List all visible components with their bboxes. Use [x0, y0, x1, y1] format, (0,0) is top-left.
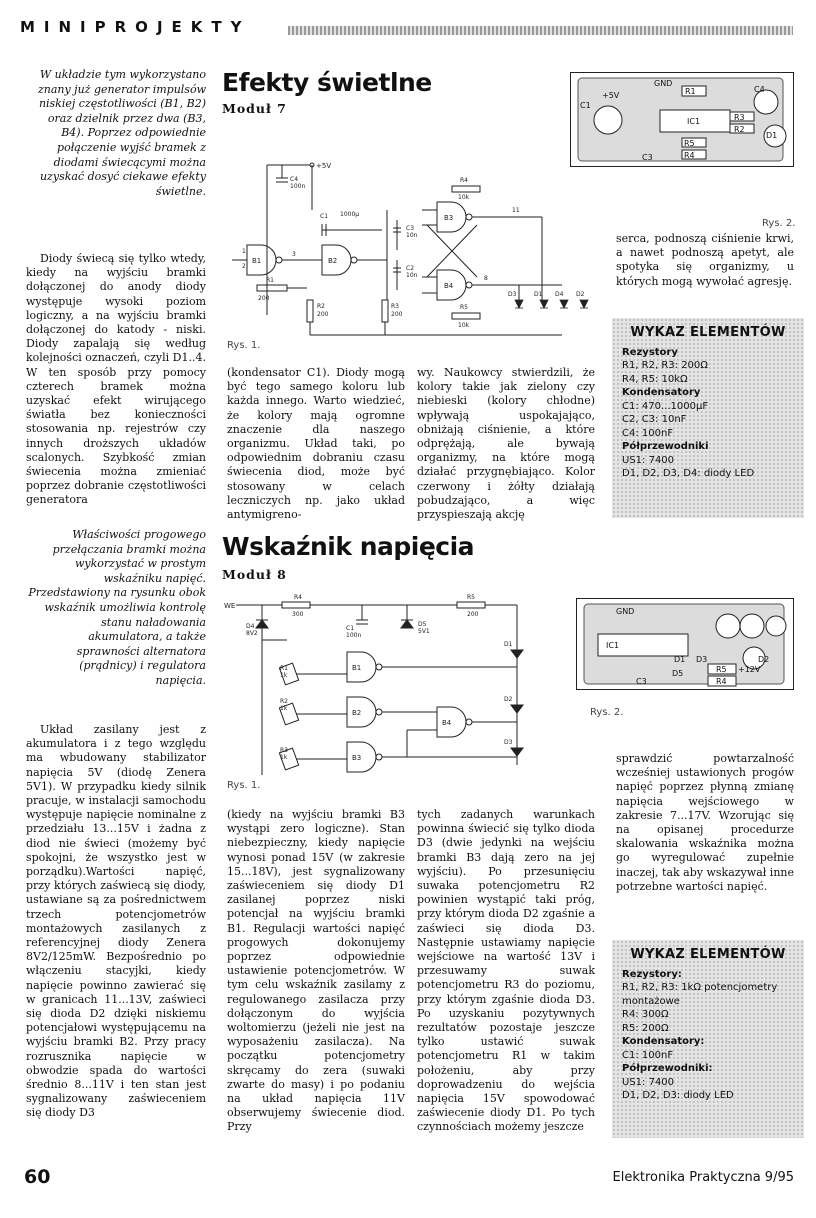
svg-text:C3: C3 — [636, 677, 647, 686]
parts-item: R4, R5: 10kΩ — [622, 373, 688, 385]
svg-text:200: 200 — [391, 311, 403, 318]
svg-text:WE: WE — [224, 602, 236, 610]
svg-text:D3: D3 — [508, 291, 517, 298]
svg-text:B1: B1 — [352, 664, 362, 672]
svg-text:R5: R5 — [460, 304, 468, 311]
article2-col2: (kiedy na wyjściu bramki B3 wystąpi zero logiczne). Stan niebezpieczny, kiedy napięcie wynosi ponad 15V (w zakresie 15...18V), jest sygnalizowany zaświeceniem się diody D1 zasilanej poprzez niski potencjał na wyjściu bramki B1. Regulacji wartości napięć progowych dokonujemy poprzez odpowiednie ustawienie potencjometrów. W tym celu wskaźnik zasilamy z regulowanego zasilacza przy dołączonym do wyjścia woltomierzu (jeżeli nie jest na wyposażeniu zasilacza). Na początku potencjometry skręcamy do zera (suwaki zwarte do masy) i po podaniu na układ napięcia 11V obserwujemy świecenie diod. Przy — [227, 808, 405, 1134]
svg-text:10k: 10k — [458, 322, 470, 329]
article1-intro: W układzie tym wykorzystano znany już generator impulsów niskiej częstotliwości (B1, B2) oraz dzielnik przez dwa (B3, B4). Poprzez odpowiednie połączenie wyjść bramek z diodami świecącymi można uzyskać dosyć ciekawe efekty świetlne. — [37, 68, 206, 198]
article1-fig1-caption: Rys. 1. — [227, 340, 261, 351]
svg-text:C1: C1 — [580, 101, 591, 110]
svg-text:1000μ: 1000μ — [340, 211, 360, 218]
svg-text:R2: R2 — [734, 125, 745, 134]
svg-text:D4: D4 — [246, 623, 255, 630]
parts-item: C1: 470...1000μF — [622, 400, 709, 412]
svg-text:R4: R4 — [294, 594, 302, 601]
svg-text:D5: D5 — [418, 621, 427, 628]
svg-text:5V1: 5V1 — [418, 628, 430, 635]
svg-text:100n: 100n — [346, 632, 362, 639]
svg-text:R1: R1 — [266, 277, 274, 284]
article1-schematic — [222, 150, 602, 345]
svg-text:+5V: +5V — [602, 91, 620, 100]
svg-text:D2: D2 — [758, 655, 770, 664]
svg-text:200: 200 — [467, 611, 479, 618]
svg-text:C3: C3 — [406, 225, 415, 232]
section-header: MINIPROJEKTY — [20, 18, 251, 36]
svg-text:GND: GND — [654, 79, 673, 88]
svg-text:1k: 1k — [280, 705, 288, 712]
parts-item: C4: 100nF — [622, 427, 674, 439]
article2-pcb — [576, 598, 794, 690]
parts-heading: WYKAZ ELEMENTÓW — [630, 325, 786, 340]
svg-text:200: 200 — [317, 311, 329, 318]
svg-text:IC1: IC1 — [687, 117, 701, 126]
svg-text:8V2: 8V2 — [246, 630, 258, 637]
svg-text:100n: 100n — [290, 183, 306, 190]
parts-item: D1, D2, D3, D4: diody LED — [622, 468, 755, 479]
svg-text:1k: 1k — [280, 754, 288, 761]
svg-text:R5: R5 — [684, 139, 695, 148]
svg-text:B2: B2 — [352, 709, 362, 717]
article1-pcb — [570, 72, 794, 167]
parts-heading: WYKAZ ELEMENTÓW — [630, 947, 786, 962]
parts-item: C1: 100nF — [622, 1049, 674, 1061]
parts-item: US1: 7400 — [622, 454, 675, 466]
magazine-name: Elektronika Praktyczna 9/95 — [612, 1170, 794, 1185]
svg-text:B3: B3 — [352, 754, 362, 762]
svg-text:R4: R4 — [716, 677, 727, 686]
svg-text:C4: C4 — [290, 176, 299, 183]
svg-text:10k: 10k — [458, 194, 470, 201]
header-texture-bar — [288, 26, 793, 35]
svg-text:D5: D5 — [672, 669, 684, 678]
svg-text:1: 1 — [242, 248, 246, 255]
article1-col4: serca, podnoszą ciśnienie krwi, a nawet podnoszą apetyt, ale spotyka się organizmy, u których mogą wywołać agresję. — [616, 232, 794, 288]
svg-text:B1: B1 — [252, 257, 262, 265]
svg-text:C2: C2 — [406, 265, 415, 272]
svg-text:D4: D4 — [555, 291, 564, 298]
parts-section-name: Półprzewodniki — [622, 441, 709, 452]
svg-text:R2: R2 — [280, 698, 288, 705]
svg-text:B4: B4 — [444, 282, 454, 290]
svg-text:300: 300 — [292, 611, 304, 618]
article2-parts-list — [612, 940, 804, 1138]
svg-text:D2: D2 — [504, 696, 513, 703]
svg-text:C4: C4 — [754, 85, 765, 94]
svg-text:C3: C3 — [642, 153, 653, 162]
svg-text:R2: R2 — [317, 303, 325, 310]
svg-text:R1: R1 — [685, 87, 696, 96]
svg-text:B2: B2 — [328, 257, 338, 265]
svg-text:R5: R5 — [716, 665, 727, 674]
svg-text:D3: D3 — [504, 739, 513, 746]
svg-text:10n: 10n — [406, 272, 418, 279]
svg-text:R3: R3 — [280, 747, 288, 754]
parts-item: R1, R2, R3: 200Ω — [622, 360, 708, 371]
svg-text:D1: D1 — [534, 291, 543, 298]
parts-item: R4: 300Ω — [622, 1009, 669, 1020]
svg-text:D3: D3 — [696, 655, 708, 664]
svg-text:R5: R5 — [467, 594, 475, 601]
parts-item: C2, C3: 10nF — [622, 414, 687, 425]
svg-text:D1: D1 — [674, 655, 686, 664]
parts-section-name: Półprzewodniki: — [622, 1063, 713, 1074]
svg-text:R4: R4 — [684, 151, 695, 160]
article2-title: Wskaźnik napięcia — [222, 532, 475, 561]
article2-schematic — [222, 590, 562, 780]
article2-intro: Właściwości progowego przełączania bramki można wykorzystać w prostym wskaźniku napięć. Przedstawiony na rysunku obok wskaźnik umożliwia kontrolę stanu naładowania akumulatora, a także sprawności alternatora (prądnicy) i regulatora napięcia. — [28, 528, 206, 687]
svg-text:D1: D1 — [766, 131, 778, 140]
svg-text:3: 3 — [292, 251, 296, 258]
article1-fig2-caption: Rys. 2. — [762, 218, 796, 229]
article2-fig2-caption: Rys. 2. — [590, 707, 624, 718]
article1-title: Efekty świetlne — [222, 68, 432, 97]
svg-text:R3: R3 — [734, 113, 745, 122]
article2-fig1-caption: Rys. 1. — [227, 780, 261, 791]
svg-text:2: 2 — [242, 263, 246, 270]
article2-col4: sprawdzić powtarzalność wcześniej ustawionych progów napięć poprzez płynną zmianę napięcia wejściowego w zakresie 7...17V. Wzorując się na opisanej procedurze skalowania wskaźnika można go wyregulować zupełnie inaczej, tak aby wskazywał inne potrzebne wartości napięć. — [616, 752, 795, 893]
svg-text:+12V: +12V — [738, 665, 761, 674]
parts-section-name: Rezystory: — [622, 968, 682, 980]
parts-item: D1, D2, D3: diody LED — [622, 1090, 734, 1101]
svg-text:+5V: +5V — [316, 162, 332, 170]
article2-module: Moduł 8 — [222, 567, 287, 582]
svg-text:200: 200 — [258, 295, 270, 302]
svg-text:R1: R1 — [280, 665, 288, 672]
parts-item: R1, R2, R3: 1kΩ potencjometry montażowe — [622, 982, 778, 1007]
page-number: 60 — [24, 1166, 51, 1188]
parts-section-name: Rezystory — [622, 346, 678, 358]
article2-col3: tych zadanych warunkach powinna świecić się tylko dioda D3 (dwie jedynki na wejściu bramki B3 dają zero na jej wyjściu). Po przesunięciu suwaka potencjometru R2 powinien wystąpić taki próg, przy którym dioda D2 zgaśnie a zaświeci się dioda D3. Następnie ustawiamy napięcie wejściowe na wartość 13V i przesuwamy suwak potencjometru R3 do poziomu, przy którym zgaśnie dioda D3. Po uzyskaniu pozytywnych rezultatów pozostaje jeszcze tylko ustawić suwak potencjometru R1 w takim położeniu, aby przy doprowadzeniu do wejścia napięcia 15V spowodować zaświecenie diody D1. Po tych czynnościach możemy jeszcze — [417, 808, 595, 1134]
svg-text:D1: D1 — [504, 641, 513, 648]
svg-text:11: 11 — [512, 207, 520, 214]
svg-text:B4: B4 — [442, 719, 452, 727]
svg-text:B3: B3 — [444, 214, 454, 222]
article1-col2: (kondensator C1). Diody mogą być tego samego koloru lub każda innego. Warto wiedzieć, że kolory mają ogromne znaczenie dla naszego organizmu. Układ taki, po odpowiednim dobraniu czasu świecenia diod, może być stosowany w celach leczniczych np. jako układ antymigreno- — [227, 366, 405, 522]
article1-module: Moduł 7 — [222, 101, 287, 116]
svg-text:IC1: IC1 — [606, 641, 620, 650]
article1-col1: Diody świecą się tylko wtedy, kiedy na wyjściu bramki dołączonej do anody diody występuje wysoki poziom logiczny, a na wyjściu bramki dołączonej do katody - niski. Diody zapalają się według kolejności oznaczeń, czyli D1..4. W ten sposób przy pomocy czterech bramek można uzyskać efekt wirującego światła bez konieczności stosowania np. rejestrów czy innych droższych układów scalonych. Szybkość zmian świecenia można zmieniać poprzez dobranie częstotliwości generatora — [26, 252, 206, 507]
parts-section-name: Kondensatory: — [622, 1036, 705, 1047]
svg-text:R3: R3 — [391, 303, 399, 310]
parts-item: US1: 7400 — [622, 1076, 675, 1088]
article2-col1: Układ zasilany jest z akumulatora i z tego względu ma wbudowany stabilizator napięcia 5V (diodę Zenera 5V1). W przypadku kiedy silnik pracuje, w instalacji samochodu występuje napięcie nominalne z przedziału 13...15V i żadna z diod nie świeci (możemy być spokojni, że wszystko jest w porządku).Wartości napięć, przy których zaświecą się diody, ustawiane są za pośrednictwem trzech potencjometrów montażowych zasilanych z referencyjnej diody Zenera 8V2/125mW. Bezpośrednio po włączeniu stacyjki, kiedy napięcie powinno zawierać się w granicach 11...13V, zaświeci się dioda D2 dzięki niskiemu potencjałowi występującemu na wyjściu bramki B2. Przy pracy rozrusznika napięcie w obwodzie spada do wartości średnio 8...11V i ten stan jest sygnalizowany zaświeceniem się diody D3 — [26, 723, 206, 1120]
parts-item: R5: 200Ω — [622, 1022, 669, 1034]
svg-text:10n: 10n — [406, 232, 418, 239]
svg-text:D2: D2 — [576, 291, 585, 298]
article1-col3: wy. Naukowcy stwierdzili, że kolory takie jak zielony czy niebieski (kolory chłodne) wpływają uspokajająco, obniżają ciśnienie, a które odprężają, ale bywają organizmy, na które mogą działać przygnębiająco. Kolor czerwony i żółty działają pobudzająco, a więc przyspieszają akcję — [417, 366, 595, 522]
article1-parts-list — [612, 318, 804, 518]
svg-text:8: 8 — [484, 275, 488, 282]
svg-text:R4: R4 — [460, 177, 468, 184]
svg-text:GND: GND — [616, 607, 635, 616]
svg-text:C1: C1 — [320, 213, 329, 220]
svg-text:C1: C1 — [346, 625, 355, 632]
svg-text:1k: 1k — [280, 672, 288, 679]
parts-section-name: Kondensatory — [622, 387, 701, 398]
